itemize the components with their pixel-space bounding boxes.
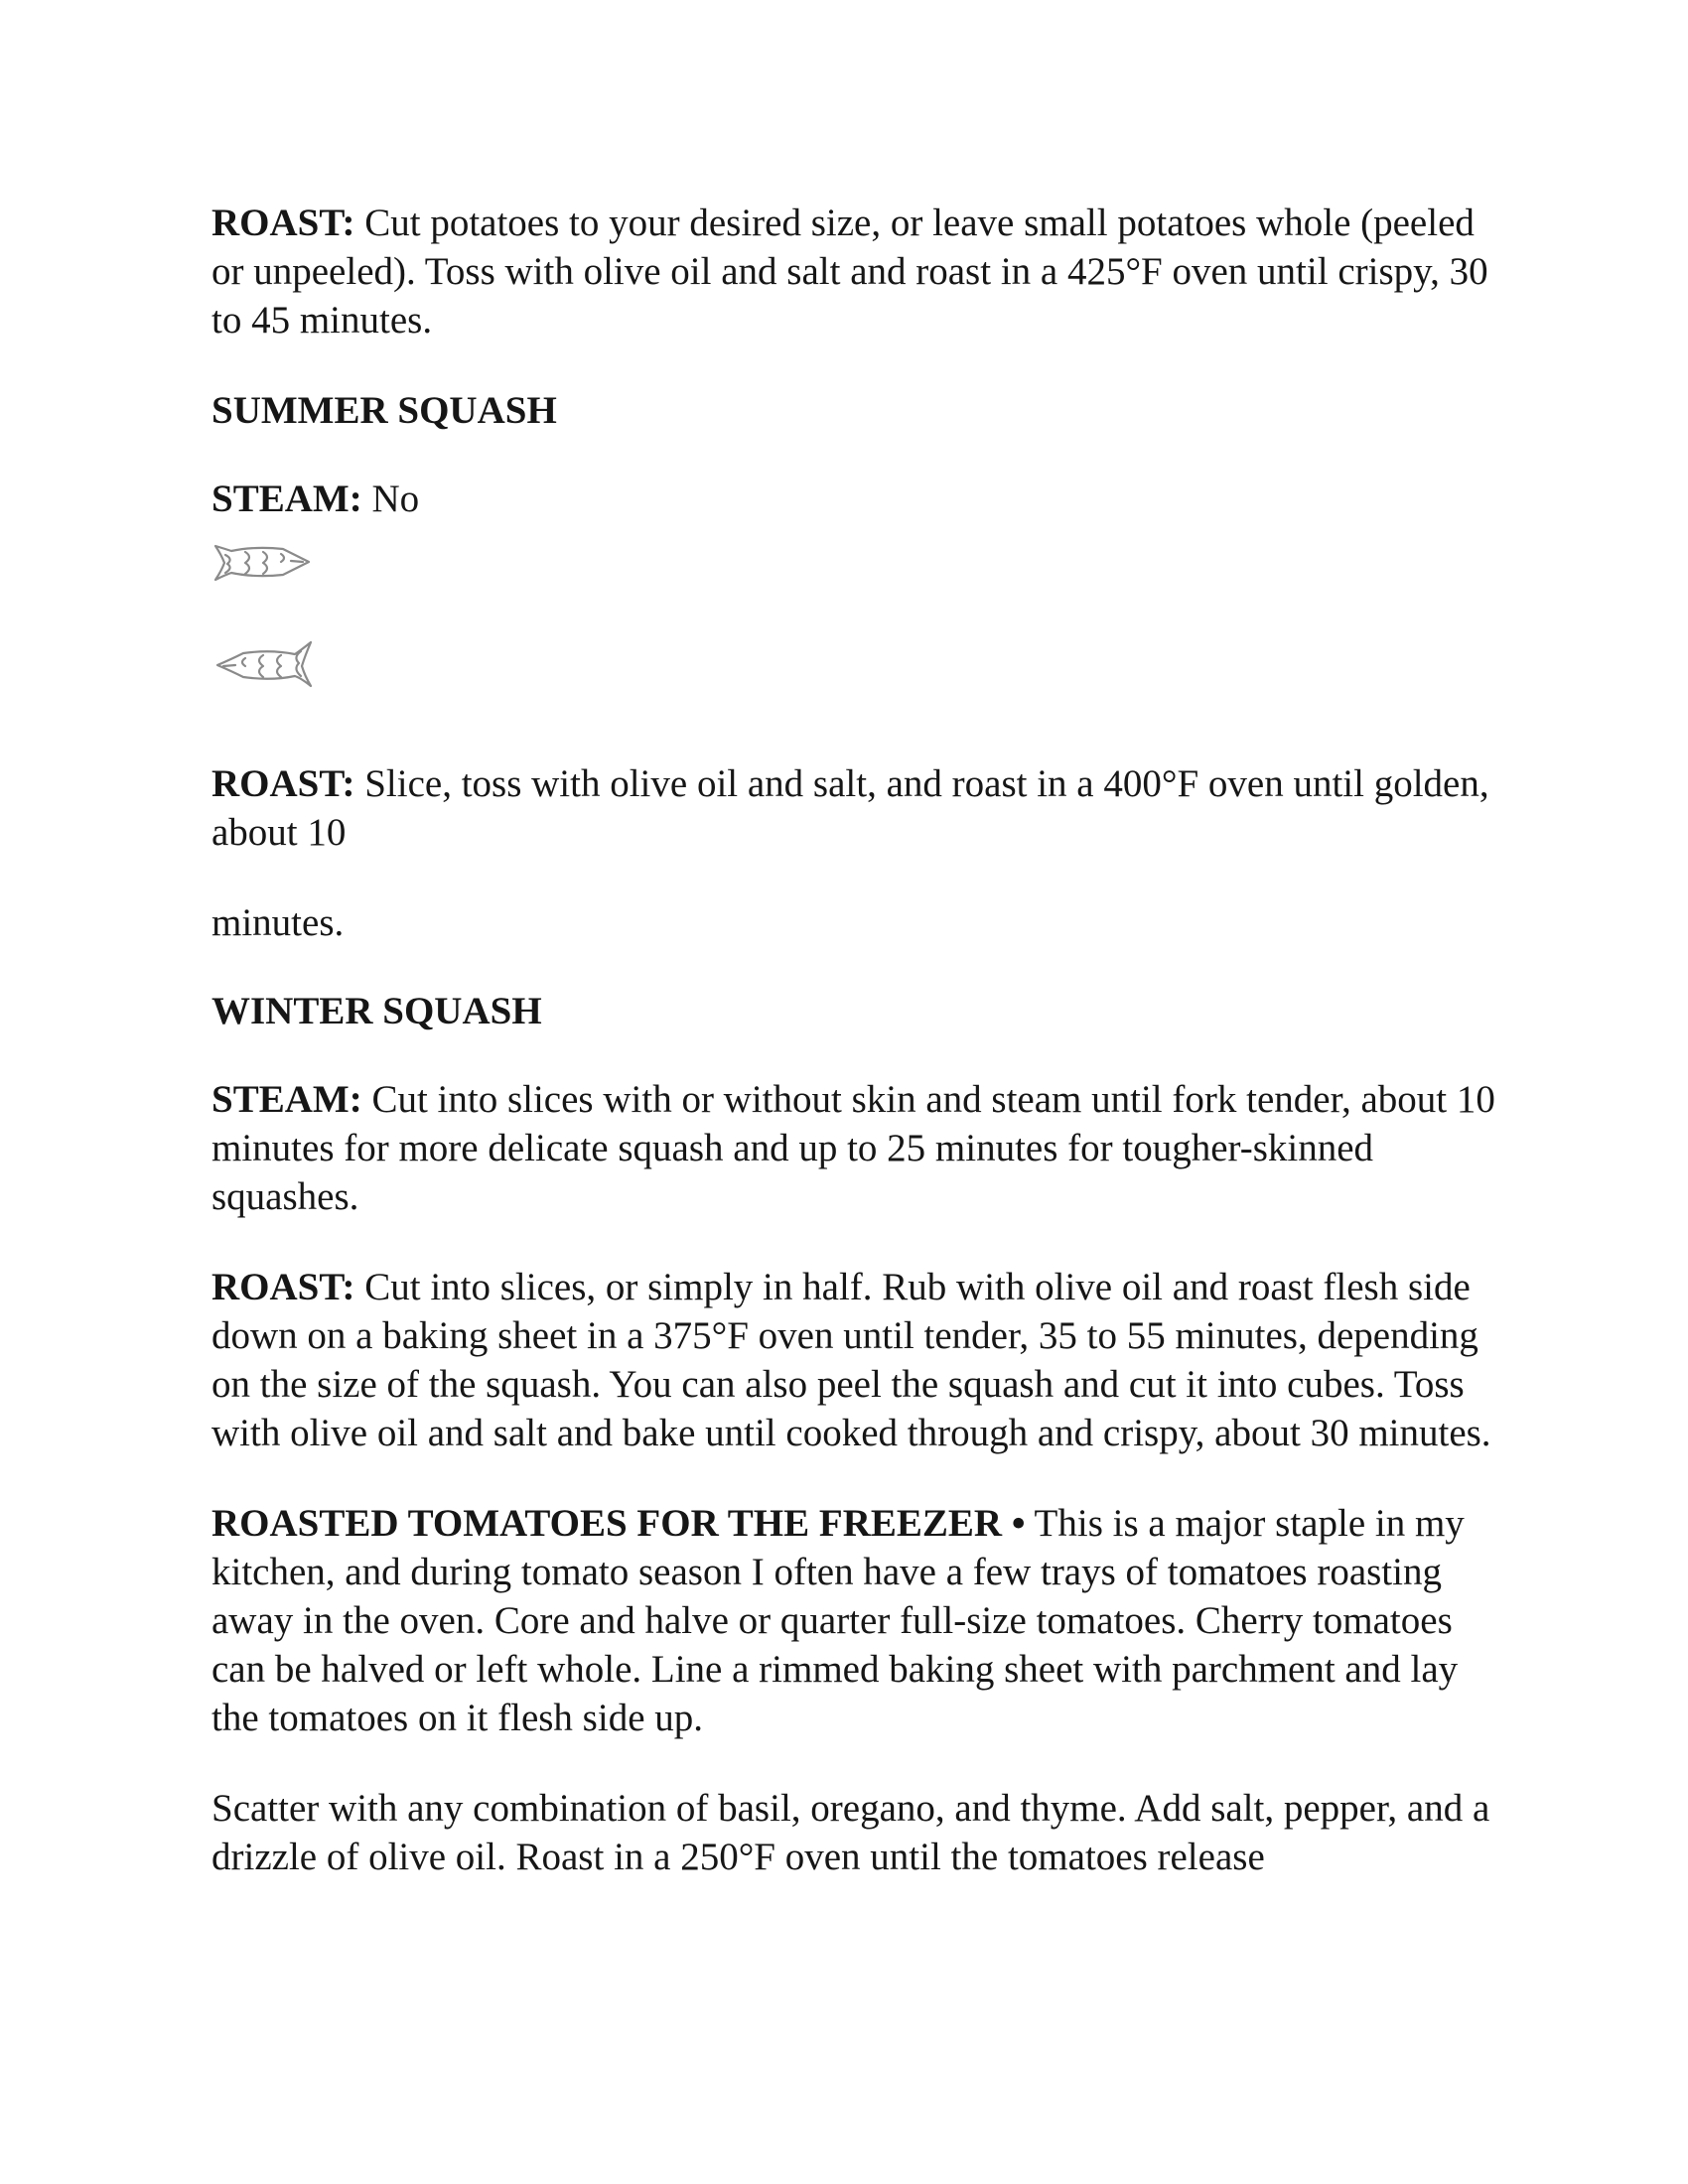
winter-squash-roast-paragraph [211, 1263, 1502, 1457]
document-page [211, 199, 1502, 1881]
method-text: Cut potatoes to your desired size, or leave small potatoes whole (peeled or unpeeled). Toss with olive oil and salt and roast in a 425°F oven until crispy, 30 to 45 minutes. [211, 202, 1488, 341]
summer-squash-roast-continuation: minutes. [211, 901, 345, 944]
method-text: Cut into slices with or without skin and steam until fork tender, about 10 minutes for more delicate squash and up to 25 minutes for tougher-skinned squashes. [211, 1078, 1495, 1218]
fish-left-icon [211, 638, 315, 690]
summer-squash-steam-paragraph [211, 475, 1502, 523]
fish-right-icon [211, 537, 315, 589]
method-text: No [361, 478, 420, 520]
recipe-title: ROASTED TOMATOES FOR THE FREEZER • [211, 1502, 1026, 1545]
method-label: ROAST: [211, 1266, 355, 1308]
method-label: ROAST: [211, 762, 355, 805]
potato-roast-paragraph [211, 199, 1502, 344]
roasted-tomatoes-paragraph [211, 1499, 1502, 1742]
winter-squash-steam-paragraph [211, 1075, 1502, 1221]
method-label: STEAM: [211, 1078, 362, 1121]
roasted-tomatoes-continuation: Scatter with any combination of basil, oregano, and thyme. Add salt, pepper, and a drizzle of olive oil. Roast in a 250°F oven until the tomatoes release [211, 1787, 1490, 1878]
method-text: Slice, toss with olive oil and salt, and roast in a 400°F oven until golden, about 10 [211, 762, 1489, 854]
summer-squash-heading: SUMMER SQUASH [211, 389, 557, 432]
recipe-text: This is a major staple in my kitchen, and during tomato season I often have a few trays of tomatoes roasting away in the oven. Core and halve or quarter full-size tomatoes. Cherry tomatoes can be halved or left whole. Line a rimmed baking sheet with parchment and lay the tomatoes on it flesh side up. [211, 1502, 1465, 1739]
method-label: ROAST: [211, 202, 355, 244]
method-text: Cut into slices, or simply in half. Rub with olive oil and roast flesh side down on a baking sheet in a 375°F oven until tender, 35 to 55 minutes, depending on the size of the squash. You can also peel the squash and cut it into cubes. Toss with olive oil and salt and bake until cooked through and crispy, about 30 minutes. [211, 1266, 1491, 1454]
method-label: STEAM: [211, 478, 362, 520]
winter-squash-heading: WINTER SQUASH [211, 990, 542, 1032]
summer-squash-roast-paragraph [211, 759, 1502, 857]
